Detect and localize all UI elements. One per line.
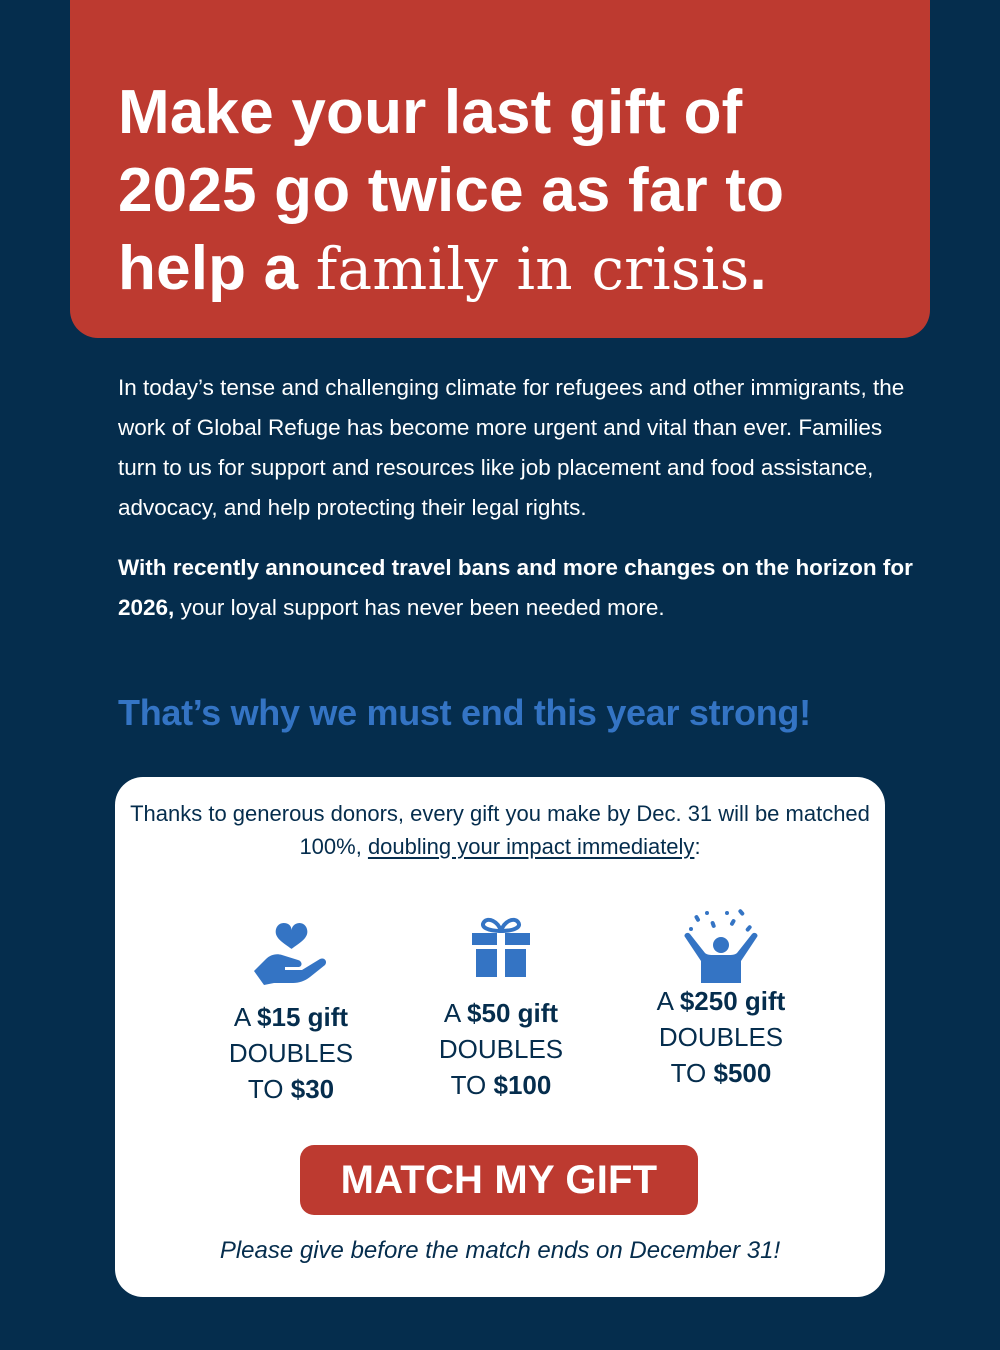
tier-50-doubles: DOUBLES <box>438 1034 564 1064</box>
tier-15-doubles: DOUBLES <box>228 1038 354 1068</box>
celebrate-person-icon <box>681 909 761 983</box>
hero-title-line2: 2025 go twice as far to <box>118 156 785 225</box>
hero-title-line3-serif: family in crisis <box>315 235 750 303</box>
tier-15 <box>191 917 391 1107</box>
tier-15-label <box>191 999 391 1107</box>
tier-250-amount: $250 gift <box>679 986 786 1016</box>
hero-title-line1: Make your last gift of <box>118 78 743 147</box>
tier-15-amount: $15 gift <box>257 1002 349 1032</box>
tier-50 <box>401 917 601 1103</box>
match-intro-text: Thanks to generous donors, every gift you make by Dec. 31 will be matched 100%, <box>130 801 870 859</box>
hero-title-line3-bold: help a <box>118 234 316 303</box>
match-card <box>115 777 885 1297</box>
tier-250-to-amount: $500 <box>713 1058 772 1088</box>
tier-50-to-prefix: TO <box>450 1070 494 1100</box>
tier-15-to-prefix: TO <box>247 1074 291 1104</box>
hero-title-line3-end: . <box>749 234 767 303</box>
tier-250-prefix: A <box>656 986 680 1016</box>
match-my-gift-button[interactable]: MATCH MY GIFT <box>300 1145 698 1215</box>
tier-250-label <box>621 983 821 1091</box>
intro-paragraph: In today’s tense and challenging climate for refugees and other immigrants, the work of Global Refuge has become more urgent and vital than ever. Families turn to us for support and resources like job placement and food assistance, advocacy, and help protecting their legal rights. <box>118 375 905 520</box>
urgency-paragraph-rest: your loyal support has never been needed more. <box>174 595 665 620</box>
doubling-impact-link[interactable]: doubling your impact immediately <box>367 834 695 859</box>
tier-50-label <box>401 995 601 1103</box>
tier-15-prefix: A <box>233 1002 258 1032</box>
urgency-paragraph-bold: With recently announced travel bans and more changes on the horizon for 2026, <box>118 555 913 620</box>
gift-icon <box>470 917 532 979</box>
tier-250 <box>621 909 821 1091</box>
hero-title <box>118 74 890 308</box>
tier-250-to-prefix: TO <box>670 1058 714 1088</box>
match-intro <box>115 797 885 863</box>
tier-50-to-amount: $100 <box>493 1070 552 1100</box>
tier-250-doubles: DOUBLES <box>658 1022 784 1052</box>
urgency-paragraph <box>118 548 918 628</box>
tier-50-amount: $50 gift <box>467 998 559 1028</box>
tier-15-to-amount: $30 <box>290 1074 335 1104</box>
end-year-strong-headline: That’s why we must end this year strong! <box>118 692 811 733</box>
hero-banner <box>70 0 930 338</box>
heart-hand-icon <box>252 917 330 987</box>
match-intro-end: : <box>694 834 701 859</box>
tier-50-prefix: A <box>443 998 468 1028</box>
body-copy <box>118 368 918 628</box>
deadline-footnote: Please give before the match ends on December 31! <box>219 1237 781 1264</box>
